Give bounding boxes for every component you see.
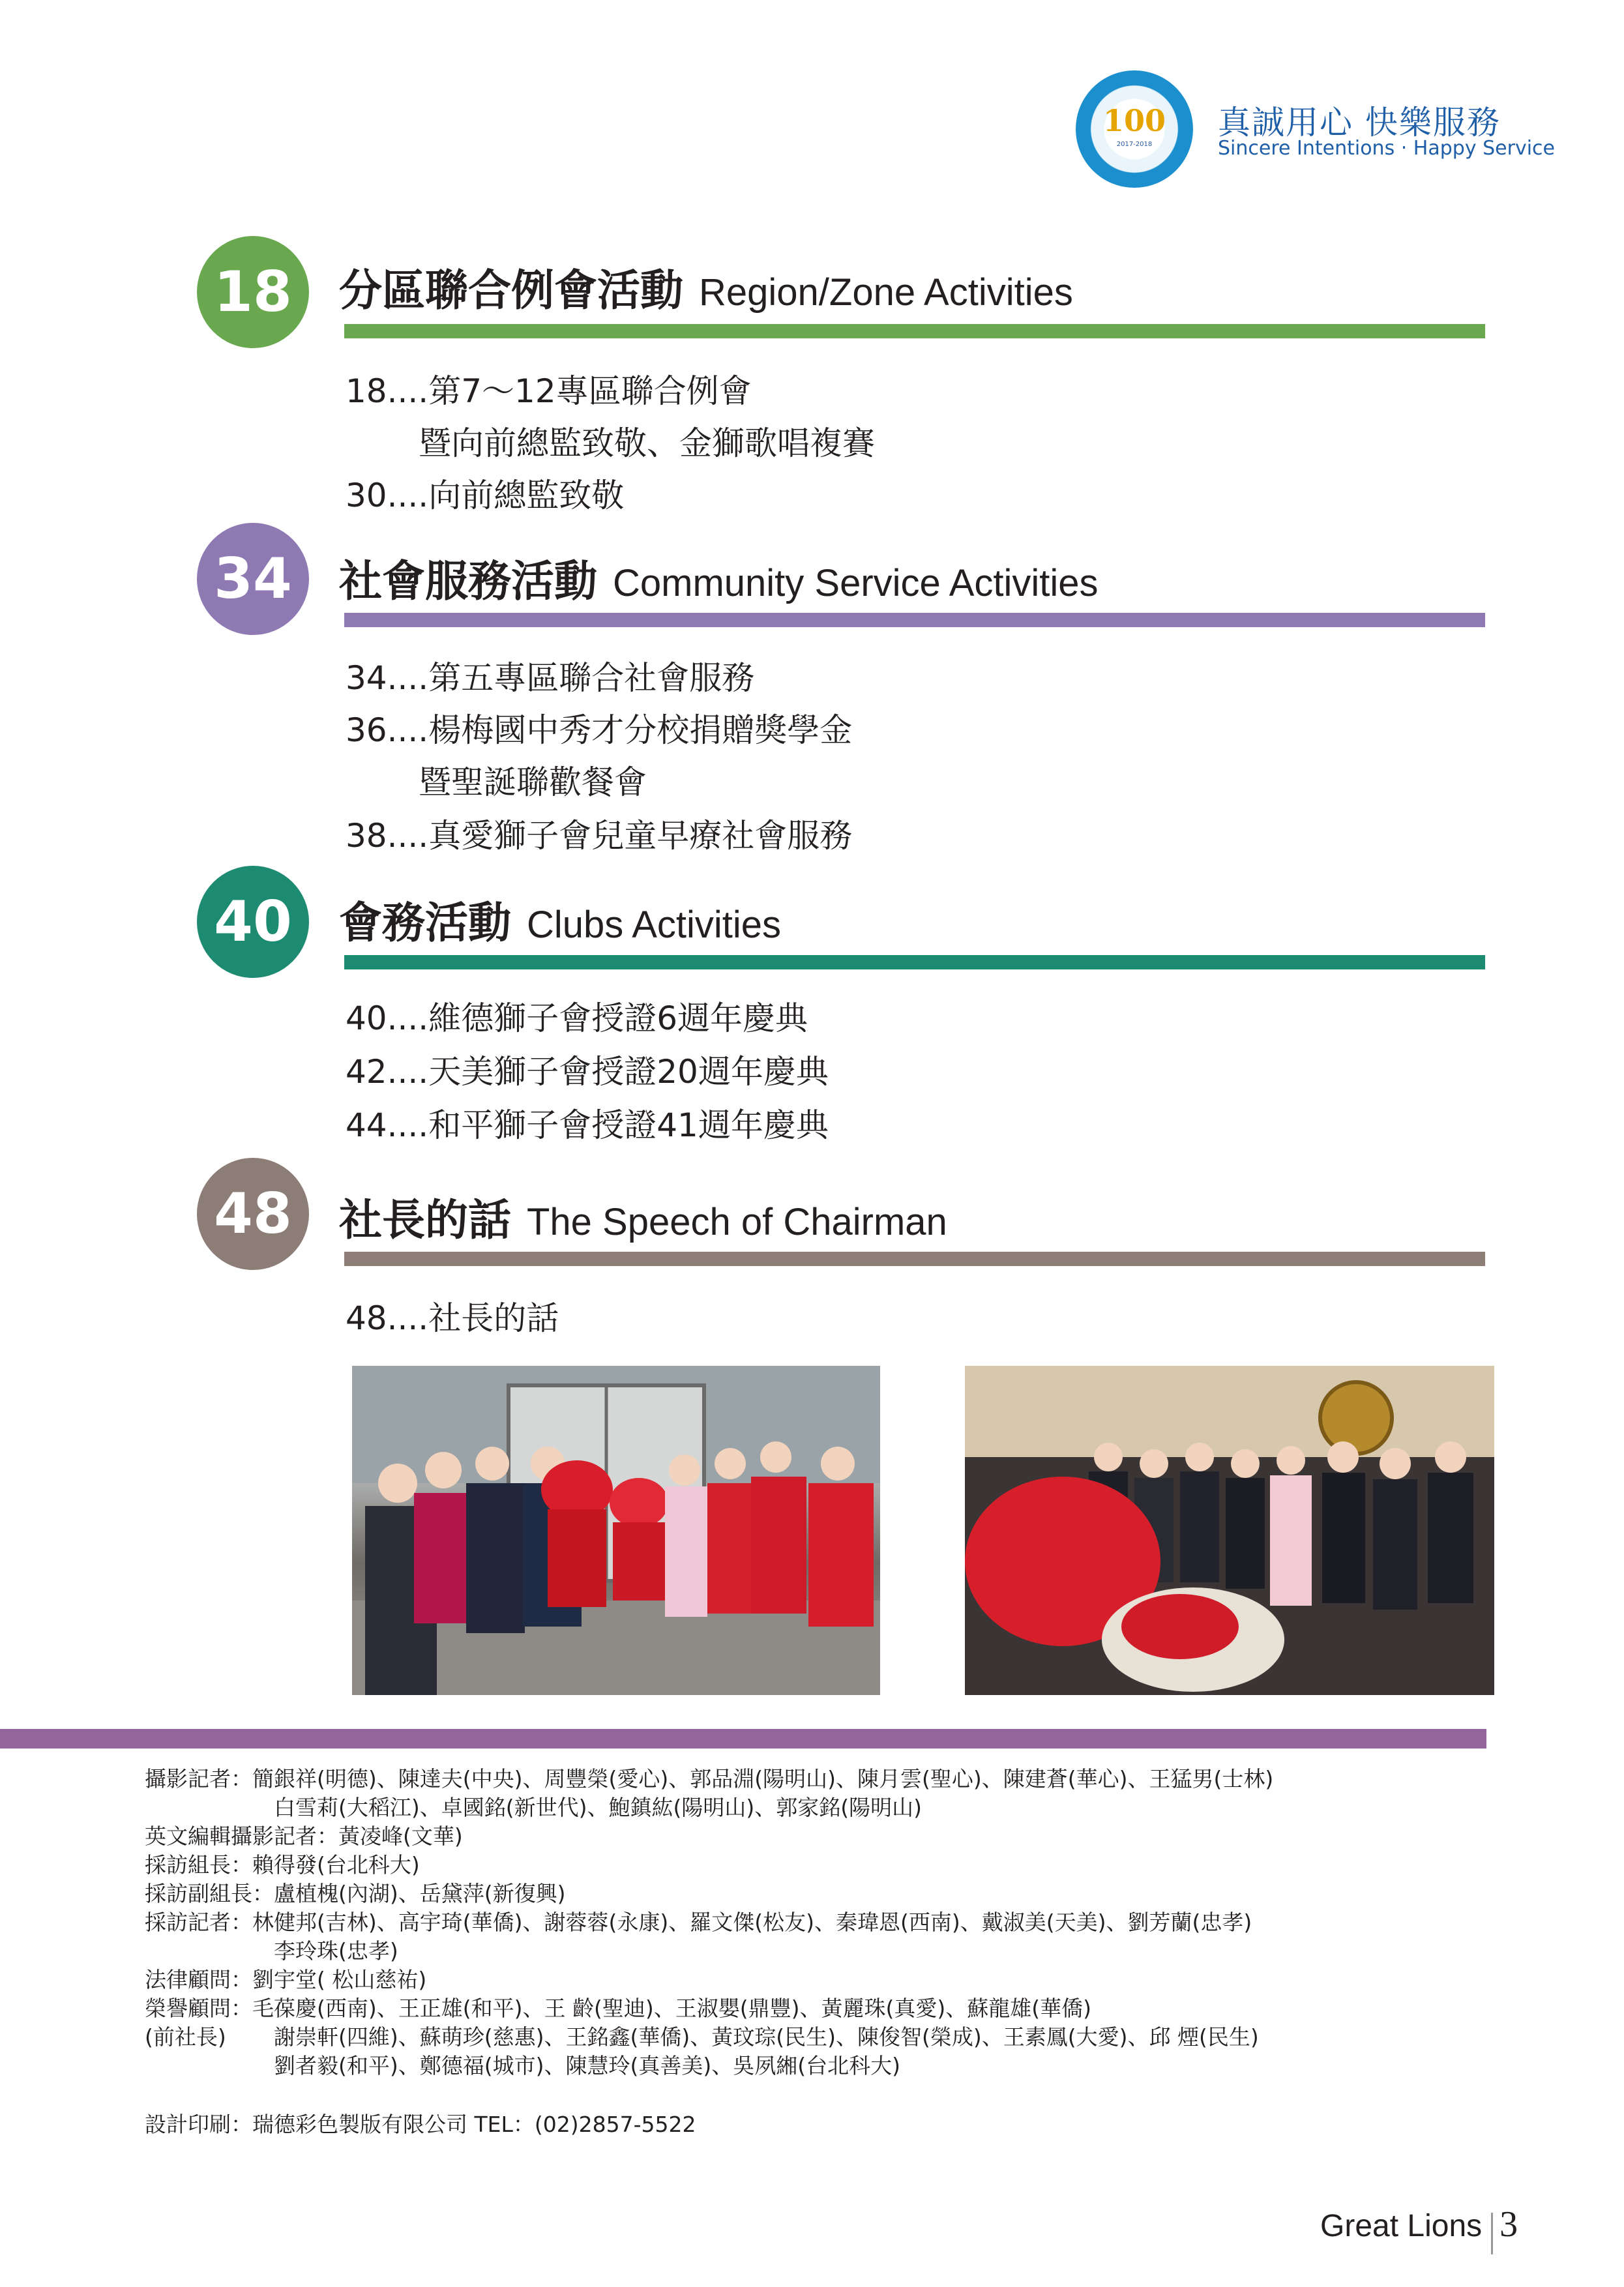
toc-item[interactable]: 18....第7～12專區聯合例會 (346, 372, 752, 410)
credit-legal-advisor: 法律顧問：劉宇堂( 松山慈祐) (145, 1967, 427, 1992)
photo-illustration (965, 1366, 1494, 1695)
section-title-en: The Speech of Chairman (527, 1201, 947, 1243)
lion-dance-photo-ceremony (965, 1366, 1494, 1695)
credit-honorary-advisors: 榮譽顧問：毛葆慶(西南)、王正雄(和平)、王 齡(聖迪)、王淑嬰(鼎豐)、黃麗珠(真愛)、蘇龍雄(華僑) (145, 1996, 1091, 2021)
page-footer (1320, 2204, 1518, 2254)
section-title-zh: 社長的話 (339, 1195, 511, 1245)
section-title-en: Region/Zone Activities (699, 271, 1073, 314)
credit-reporters: 採訪記者：林健邦(吉林)、高宇琦(華僑)、謝蓉蓉(永康)、羅文傑(松友)、秦瑋恩(西南)、戴淑美(天美)、劉芳蘭(忠孝) (145, 1910, 1252, 1935)
section-title[interactable] (339, 256, 1073, 317)
toc-item[interactable]: 44....和平獅子會授證41週年慶典 (346, 1106, 829, 1144)
section-title-en: Clubs Activities (527, 904, 782, 946)
toc-item[interactable]: 34....第五專區聯合社會服務 (346, 659, 755, 697)
section-number-badge: 48 (197, 1158, 309, 1270)
section-number-badge: 34 (197, 523, 309, 635)
footer-divider-bar (0, 1729, 1486, 1748)
credit-interview-deputy: 採訪副組長：盧植槐(內湖)、岳黛萍(新復興) (145, 1881, 566, 1906)
section-title-en: Community Service Activities (613, 562, 1099, 604)
credit-design-printing: 設計印刷：瑞德彩色製版有限公司 TEL：(02)2857-5522 (145, 2112, 696, 2137)
toc-item[interactable]: 40....維德獅子會授證6週年慶典 (346, 999, 808, 1037)
slogan-chinese: 真誠用心 快樂服務 (1218, 104, 1501, 141)
logo-center-text: 100 (1103, 103, 1166, 138)
section-number-badge: 40 (197, 866, 309, 978)
credit-english-editor: 英文編輯攝影記者：黃凌峰(文華) (145, 1823, 463, 1849)
page-number: 3 (1499, 2204, 1518, 2245)
credit-former-president-label: (前社長) (145, 2024, 226, 2050)
credit-photographers-continued: 白雪莉(大稻江)、卓國銘(新世代)、鮑鎮紘(陽明山)、郭家銘(陽明山) (274, 1795, 922, 1820)
lions-100-anniversary-logo (1076, 70, 1193, 188)
toc-item[interactable]: 48....社長的話 (346, 1299, 559, 1337)
toc-item-continued[interactable]: 暨向前總監致敬、金獅歌唱複賽 (419, 424, 875, 462)
toc-item[interactable]: 42....天美獅子會授證20週年慶典 (346, 1053, 829, 1091)
credit-photographers: 攝影記者：簡銀祥(明德)、陳達夫(中央)、周豐榮(愛心)、郭品淵(陽明山)、陳月雲(聖心)、陳建蒼(華心)、王猛男(士林) (145, 1766, 1274, 1792)
section-title-zh: 分區聯合例會活動 (339, 265, 683, 316)
toc-item-continued[interactable]: 暨聖誕聯歡餐會 (419, 763, 647, 801)
photo-illustration (352, 1366, 880, 1695)
section-title[interactable] (339, 1185, 947, 1247)
section-divider (344, 324, 1485, 338)
section-divider (344, 955, 1485, 969)
section-title[interactable] (339, 888, 781, 950)
section-title-zh: 會務活動 (339, 898, 511, 948)
section-number-badge: 18 (197, 236, 309, 348)
footer-separator (1491, 2213, 1493, 2254)
credit-honorary-advisors-continued: 謝崇軒(四維)、蘇萌珍(慈惠)、王銘鑫(華僑)、黃玟琮(民生)、陳俊智(榮成)、王素鳳(大愛)、邱 煙(民生) (274, 2024, 1259, 2050)
credit-interview-chief: 採訪組長：賴得發(台北科大) (145, 1852, 420, 1878)
section-title[interactable] (339, 546, 1099, 608)
slogan-english: Sincere Intentions ‧ Happy Service (1218, 137, 1556, 160)
credit-reporters-continued: 李玲珠(忠孝) (274, 1938, 398, 1964)
section-divider (344, 613, 1485, 627)
toc-item[interactable]: 36....楊梅國中秀才分校捐贈獎學金 (346, 711, 853, 749)
toc-item[interactable]: 30....向前總監致敬 (346, 477, 625, 514)
logo-years-text: 2017-2018 (1116, 141, 1153, 148)
toc-item[interactable]: 38....真愛獅子會兒童早療社會服務 (346, 817, 853, 855)
section-divider (344, 1252, 1485, 1266)
credit-honorary-advisors-continued: 劉者毅(和平)、鄭德福(城市)、陳慧玲(真善美)、吳夙緗(台北科大) (274, 2053, 900, 2078)
section-title-zh: 社會服務活動 (339, 556, 597, 606)
publication-name: Great Lions (1320, 2209, 1483, 2243)
lion-dance-photo-entrance (352, 1366, 880, 1695)
